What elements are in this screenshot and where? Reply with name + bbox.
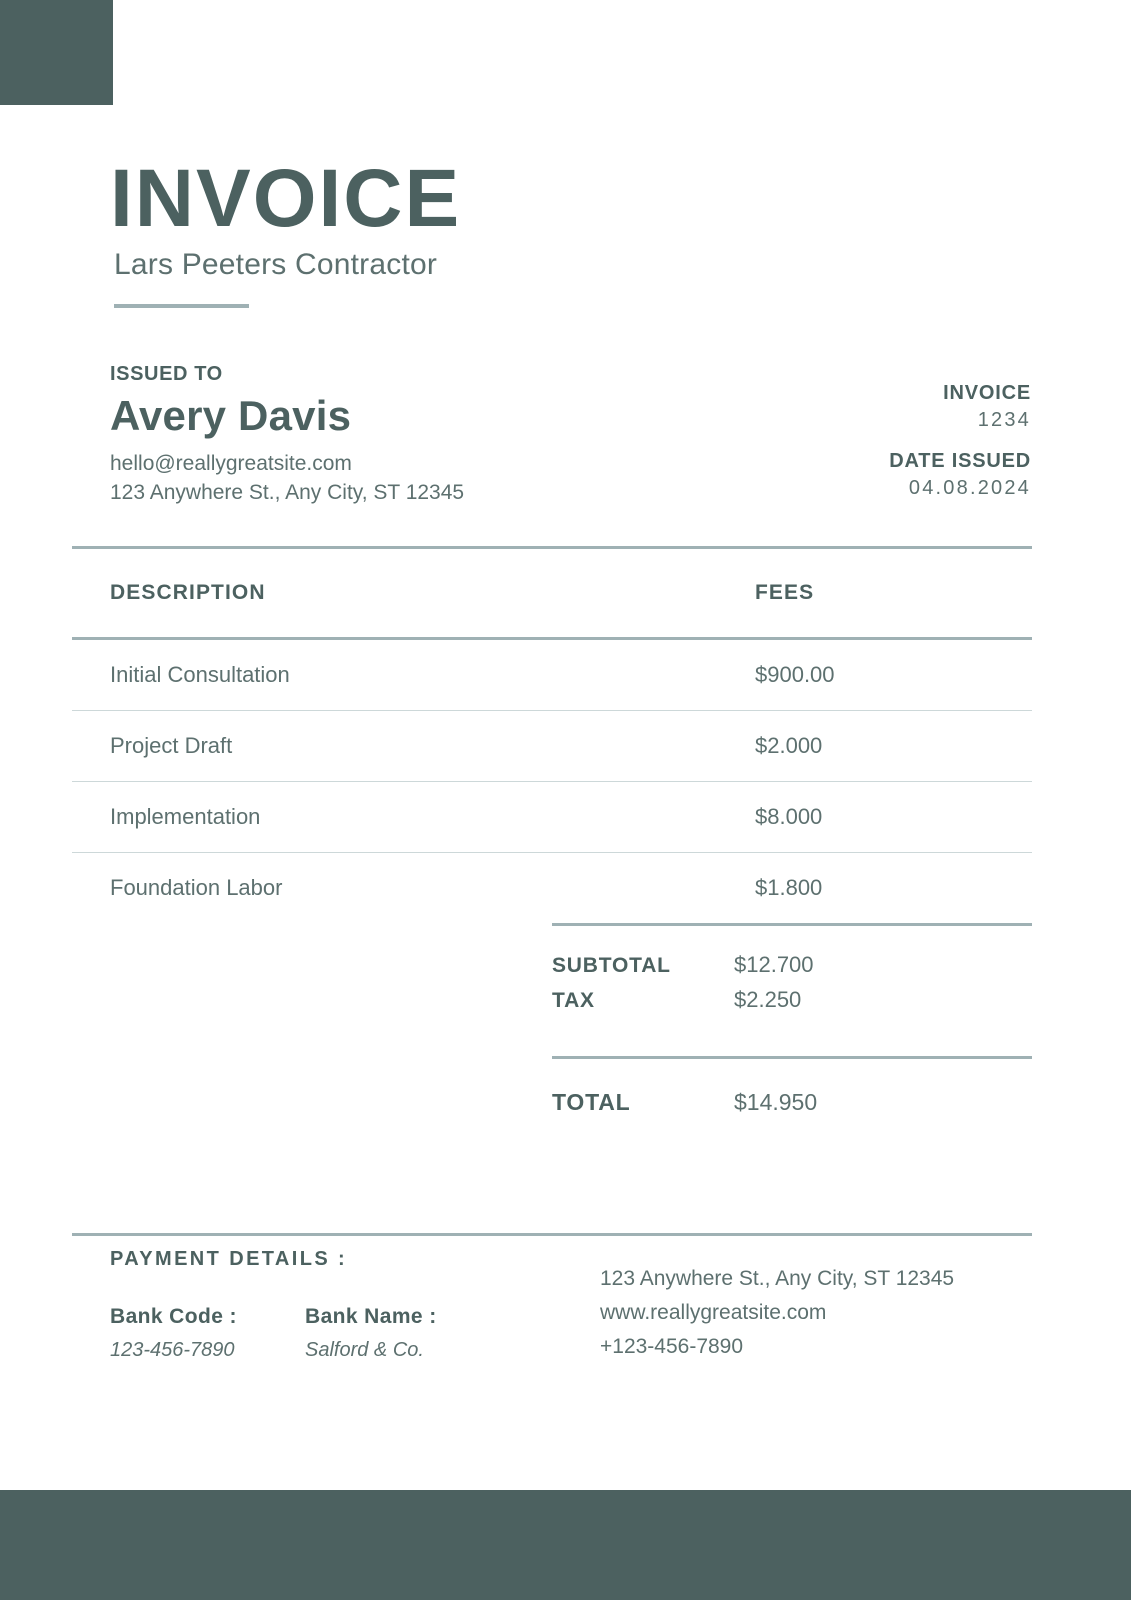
client-name: Avery Davis: [110, 392, 352, 439]
total-group: [552, 1059, 1032, 1116]
item-description: Implementation: [110, 804, 261, 829]
item-fee: $2.000: [755, 733, 823, 758]
bank-name-value: Salford & Co.: [305, 1339, 424, 1361]
date-issued-value: 04.08.2024: [908, 477, 1031, 499]
column-header-description: DESCRIPTION: [110, 581, 266, 604]
bank-code-value: 123-456-7890: [110, 1339, 235, 1361]
item-description: Foundation Labor: [110, 875, 283, 900]
table-row: [72, 782, 1032, 852]
invoice-header: [110, 153, 1030, 308]
invoice-number-label: INVOICE: [943, 382, 1031, 404]
bank-name-column: [305, 1305, 500, 1362]
totals-spacer: [72, 1022, 1032, 1056]
tax-value: $2.250: [734, 987, 802, 1012]
total-label: TOTAL: [552, 1089, 631, 1115]
item-fee: $1.800: [755, 875, 823, 900]
bank-code-column: [110, 1305, 305, 1362]
tax-label: TAX: [552, 989, 595, 1012]
contact-website[interactable]: www.reallygreatsite.com: [600, 1301, 827, 1325]
payment-details-columns: [110, 1305, 610, 1362]
bottom-decorative-bar: [0, 1490, 1131, 1600]
contact-phone: +123-456-7890: [600, 1335, 744, 1359]
top-left-decorative-block: [0, 0, 113, 105]
item-description: Initial Consultation: [110, 662, 290, 687]
subtotal-label: SUBTOTAL: [552, 954, 671, 977]
client-email: hello@reallygreatsite.com: [110, 452, 352, 475]
contact-address: 123 Anywhere St., Any City, ST 12345: [600, 1267, 955, 1290]
subtotal-value: $12.700: [734, 952, 814, 977]
payment-details-block: [110, 1248, 610, 1362]
total-row: [552, 1089, 1032, 1116]
item-description: Project Draft: [110, 733, 233, 758]
totals-section: [72, 923, 1032, 1116]
column-header-fees: FEES: [755, 581, 815, 604]
table-row: [72, 853, 1032, 923]
date-issued-label: DATE ISSUED: [889, 450, 1031, 472]
invoice-meta-block: [631, 382, 1031, 500]
tax-row: [552, 987, 1032, 1022]
subtotal-row: [552, 952, 1032, 987]
contact-block: [600, 1262, 1030, 1364]
footer-divider-rule: [72, 1233, 1032, 1236]
item-fee: $900.00: [755, 662, 835, 687]
company-name: Lars Peeters Contractor: [114, 247, 438, 281]
table-row: [72, 640, 1032, 710]
total-value: $14.950: [734, 1089, 818, 1115]
invoice-number-value: 1234: [977, 409, 1031, 431]
item-fee: $8.000: [755, 804, 823, 829]
bank-name-label: Bank Name :: [305, 1305, 437, 1328]
payment-details-title: PAYMENT DETAILS :: [110, 1248, 348, 1270]
issued-to-label: ISSUED TO: [110, 363, 223, 385]
issued-to-block: [110, 363, 670, 508]
table-header-row: [72, 549, 1032, 637]
table-row: [72, 711, 1032, 781]
bank-code-label: Bank Code :: [110, 1305, 237, 1328]
title-divider: [114, 304, 249, 308]
client-address: 123 Anywhere St., Any City, ST 12345: [110, 480, 465, 504]
line-items-table: [72, 546, 1032, 1116]
page-title: INVOICE: [110, 153, 462, 244]
subtotal-group: [552, 926, 1032, 1022]
